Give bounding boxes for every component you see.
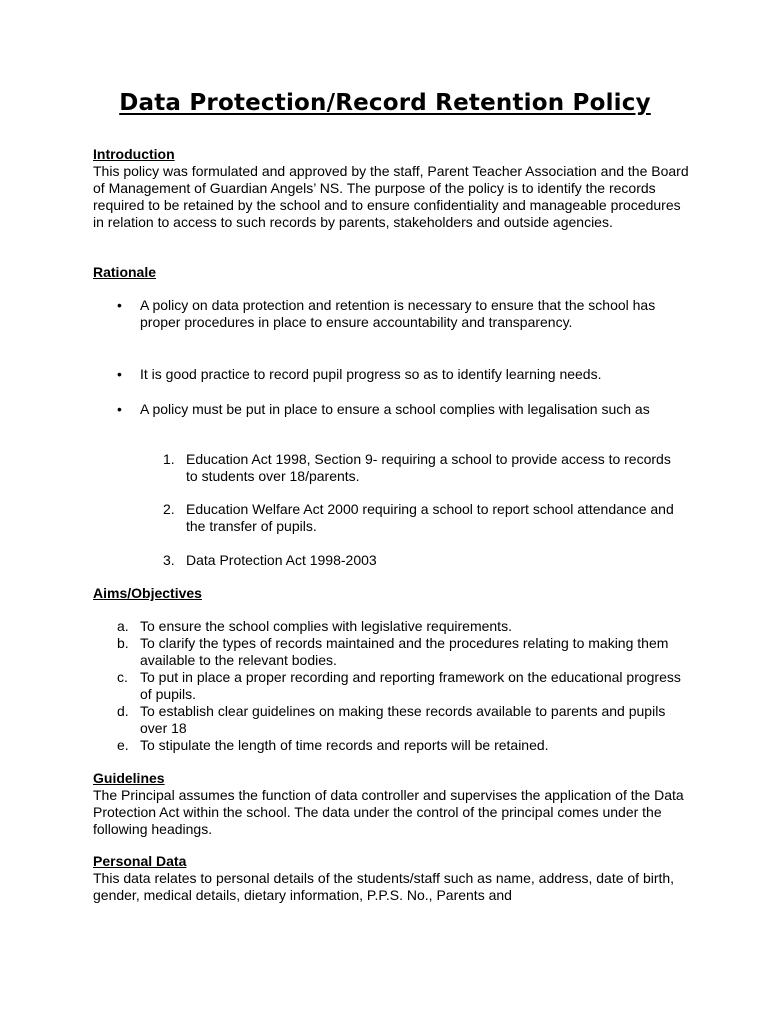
bullet-icon: • [117,401,122,417]
legislation-item-text: Education Act 1998, Section 9- requiring a school to provide access to records to students over 18/parents. [186,451,671,484]
list-marker: d. [117,703,129,719]
introduction-section [93,146,693,231]
legislation-list-item [163,552,683,569]
personal-data-section [93,853,693,904]
personal-data-text: This data relates to personal details of the students/staff such as name, address, date of birth, gender, medical details, dietary information, P.P.S. No., Parents and [93,870,675,903]
legislation-item-text: Data Protection Act 1998-2003 [186,552,377,568]
list-marker: b. [117,635,129,651]
legislation-item-text: Education Welfare Act 2000 requiring a school to report school attendance and the transfer of pupils. [186,501,674,534]
introduction-heading: Introduction [93,146,175,162]
rationale-bullet [117,401,677,418]
list-marker: 2. [163,501,175,517]
rationale-bullet [117,366,677,383]
guidelines-text: The Principal assumes the function of data controller and supervises the application of the Data Protection Act within the school. The data under the control of the principal comes under the following headings. [93,787,684,837]
aims-list-item [117,669,687,703]
introduction-text: This policy was formulated and approved by the staff, Parent Teacher Association and the Board of Management of Guardian Angels’ NS. The purpose of the policy is to identify the records required to be retained by the school and to ensure confidentiality and manageable procedures in relation to access to such records by parents, stakeholders and outside agencies. [93,163,689,230]
aims-list-item [117,737,687,754]
guidelines-section [93,770,693,838]
legislation-list-item [163,501,683,535]
list-marker: a. [117,618,129,634]
personal-data-heading: Personal Data [93,853,187,869]
list-marker: 3. [163,552,175,568]
legislation-list-item [163,451,683,485]
rationale-bullet [117,297,677,331]
aims-item-text: To stipulate the length of time records and reports will be retained. [140,737,549,753]
aims-item-text: To establish clear guidelines on making these records available to parents and pupils over 18 [140,703,666,736]
rationale-section [93,264,693,281]
list-marker: 1. [163,451,175,467]
guidelines-heading: Guidelines [93,770,165,786]
aims-item-text: To ensure the school complies with legislative requirements. [140,618,512,634]
page-title: Data Protection/Record Retention Policy [119,90,651,116]
rationale-bullet-text: It is good practice to record pupil progress so as to identify learning needs. [140,366,602,382]
rationale-heading: Rationale [93,264,157,280]
aims-list-item [117,703,687,737]
aims-section [93,585,693,602]
bullet-icon: • [117,366,122,382]
bullet-icon: • [117,297,122,313]
aims-heading: Aims/Objectives [93,585,202,601]
aims-item-text: To put in place a proper recording and reporting framework on the educational progress of pupils. [140,669,681,702]
aims-list-item [117,618,687,635]
aims-list-item [117,635,687,669]
list-marker: e. [117,737,129,753]
rationale-bullet-text: A policy must be put in place to ensure a school complies with legalisation such as [140,401,650,417]
rationale-bullet-text: A policy on data protection and retention is necessary to ensure that the school has proper procedures in place to ensure accountability and transparency. [140,297,656,330]
aims-item-text: To clarify the types of records maintained and the procedures relating to making them available to the relevant bodies. [140,635,669,668]
list-marker: c. [117,669,128,685]
